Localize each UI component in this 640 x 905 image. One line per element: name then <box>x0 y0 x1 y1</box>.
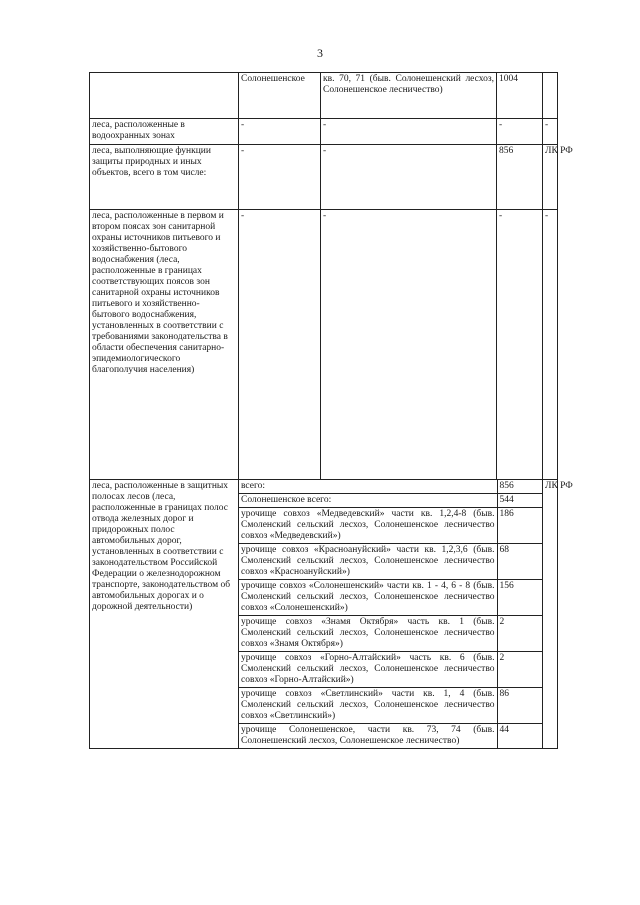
basis-cell: - <box>543 210 558 480</box>
item-area: 156 <box>497 580 543 616</box>
items-cell <box>239 480 543 749</box>
item-text: урочище совхоз «Горно-Алтайский» часть кв. 6 (быв. Смоленский сельский лесхоз, Солонешенское лесничество совхоз «Горно-Алтайский») <box>239 652 497 688</box>
item-area: 544 <box>497 494 543 508</box>
item-text: всего: <box>239 480 497 494</box>
item-text: Солонешенское всего: <box>239 494 497 508</box>
area-cell: - <box>497 119 543 145</box>
item-area: 856 <box>497 480 543 494</box>
item-text: урочище совхоз «Медведевский» части кв. 1,2,4-8 (быв. Смоленский сельский лесхоз, Солонешенское лесничество совхоз «Медведевский») <box>239 508 497 544</box>
item-text: урочище совхоз «Светлинский» части кв. 1, 4 (быв. Смоленский сельский лесхоз, Солонешенское лесничество совхоз «Светлинский») <box>239 688 497 724</box>
table-row-top <box>90 73 558 119</box>
category-cell <box>90 73 239 119</box>
basis-cell: ЛК РФ <box>543 480 558 749</box>
list-item <box>239 480 543 494</box>
table-row-sanitary-zones <box>90 210 558 480</box>
category-cell: леса, выполняющие функции защиты природных и иных объектов, всего в том числе: <box>90 145 239 210</box>
location-cell: - <box>239 119 321 145</box>
quarters-cell: - <box>321 119 497 145</box>
area-cell: 1004 <box>497 73 543 119</box>
item-area: 2 <box>497 652 543 688</box>
item-area: 186 <box>497 508 543 544</box>
basis-cell: - <box>543 119 558 145</box>
list-item <box>239 616 543 652</box>
area-cell: 856 <box>497 145 543 210</box>
list-item <box>239 580 543 616</box>
table-row-protective-strips <box>90 480 558 749</box>
item-area: 2 <box>497 616 543 652</box>
item-text: урочище совхоз «Солонешенский» части кв. 1 - 4, 6 - 8 (быв. Смоленский сельский лесхоз, Солонешенское лесничество совхоз «Солонешенский») <box>239 580 497 616</box>
item-area: 44 <box>497 724 543 749</box>
category-cell: леса, расположенные в первом и втором поясах зон санитарной охраны источников питьевого и хозяйственно-бытового водоснабжения (леса, расположенные в границах соответствующих поясов зон санитарной охраны источников питьевого и хозяйственно-бытового водоснабжения, установленных в соответствии с требованиями законодательства в области обеспечения санитарно-эпидемиологического благополучия населения) <box>90 210 239 480</box>
category-cell: леса, расположенные в водоохранных зонах <box>90 119 239 145</box>
location-cell: - <box>239 145 321 210</box>
quarters-cell: кв. 70, 71 (быв. Солонешенский лесхоз, Солонешенское лесничество) <box>321 73 497 119</box>
list-item <box>239 508 543 544</box>
forest-categories-table <box>89 72 573 749</box>
quarters-cell: - <box>321 145 497 210</box>
category-cell: леса, расположенные в защитных полосах лесов (леса, расположенные в границах полос отвода железных дорог и придорожных полос автомобильных дорог, установленных в соответствии с законодательством Российской Федерации о железнодорожном транспорте, законодательством об автомобильных дорогах и о дорожной деятельности) <box>90 480 239 749</box>
list-item <box>239 688 543 724</box>
item-text: урочище совхоз «Красноануйский» части кв. 1,2,3,6 (быв. Смоленский сельский лесхоз, Солонешенское лесничество совхоз «Красноануйский») <box>239 544 497 580</box>
list-item <box>239 544 543 580</box>
location-cell: - <box>239 210 321 480</box>
area-cell: - <box>497 210 543 480</box>
page-number: 3 <box>317 46 323 60</box>
list-item <box>239 652 543 688</box>
table-row-water-zones <box>90 119 558 145</box>
item-text: урочище совхоз «Знамя Октября» часть кв. 1 (быв. Смоленский сельский лесхоз, Солонешенское лесничество совхоз «Знамя Октября») <box>239 616 497 652</box>
item-area: 68 <box>497 544 543 580</box>
location-cell: Солонешенское <box>239 73 321 119</box>
quarters-cell: - <box>321 210 497 480</box>
list-item <box>239 494 543 508</box>
items-subtable <box>239 480 543 748</box>
item-text: урочище Солонешенское, части кв. 73, 74 (быв. Солонешенский лесхоз, Солонешенское лесничество) <box>241 725 495 746</box>
basis-cell: ЛК РФ <box>543 145 558 210</box>
item-area: 86 <box>497 688 543 724</box>
list-item <box>239 724 543 749</box>
basis-cell <box>543 73 558 119</box>
table-row-protection-functions <box>90 145 558 210</box>
